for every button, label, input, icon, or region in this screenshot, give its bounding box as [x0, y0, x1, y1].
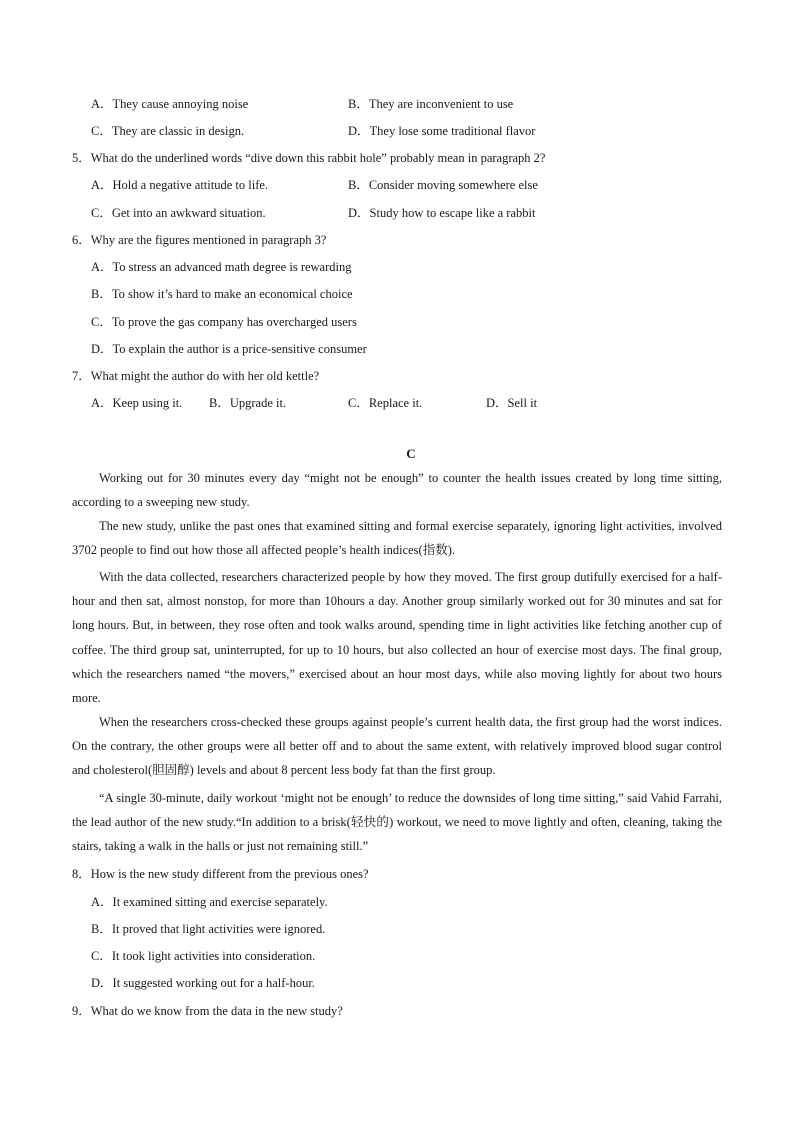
passage-paragraph-4: When the researchers cross-checked these groups against people’s current health data, the first group had the worst indices. On the contrary, the other groups were all better off and to about the same extent, with relatively improved blood sugar control and cholesterol(胆固醇) levels and about 8 percent less body fat than the first group.	[72, 715, 722, 778]
passage-paragraph-3: With the data collected, researchers characterized people by how they moved. The first group dutifully exercised for a half-hour and then sat, almost nonstop, for more than 10hours a day. Another group similarly worked out for 30 minutes and sat for long hours. But, in between, they rose often and took walks around, spending time in light activities like fetching another cup of coffee. The third group sat, uninterrupted, for up to 10 hours, but also collected an hour of exercise most days. The final group, which the researchers named “the movers,” exercised about an hour most days, while also moving lightly for about two hours more.	[72, 570, 722, 706]
q8-option-c: C．It took light activities into consideration.	[91, 949, 316, 963]
q5-option-d: D．Study how to escape like a rabbit	[348, 206, 536, 220]
q8-option-b: B．It proved that light activities were ignored.	[91, 922, 326, 936]
q5-option-c: C．Get into an awkward situation.	[91, 206, 266, 220]
q6-option-a: A．To stress an advanced math degree is rewarding	[91, 260, 352, 274]
section-heading: C	[406, 446, 416, 461]
q4-option-b: B．They are inconvenient to use	[348, 97, 514, 111]
q8-option-a: A．It examined sitting and exercise separately.	[91, 895, 328, 909]
q8-option-d: D．It suggested working out for a half-hour.	[91, 976, 315, 990]
q7-option-b: B．Upgrade it.	[209, 396, 287, 410]
q7-stem: 7．What might the author do with her old kettle?	[72, 369, 320, 383]
q6-option-c: C．To prove the gas company has overcharged users	[91, 315, 357, 329]
q5-stem: 5．What do the underlined words “dive down this rabbit hole” probably mean in paragraph 2?	[72, 151, 546, 165]
q4-option-d: D．They lose some traditional flavor	[348, 124, 536, 138]
passage-paragraph-1: Working out for 30 minutes every day “might not be enough” to counter the health issues created by long time sitting, according to a sweeping new study.	[72, 471, 722, 510]
q4-option-c: C．They are classic in design.	[91, 124, 245, 138]
q6-option-d: D．To explain the author is a price-sensitive consumer	[91, 342, 367, 356]
q5-option-b: B．Consider moving somewhere else	[348, 178, 538, 192]
q7-option-a: A．Keep using it.	[91, 396, 183, 410]
q6-option-b: B．To show it’s hard to make an economical choice	[91, 287, 353, 301]
q4-option-a: A．They cause annoying noise	[91, 97, 249, 111]
q9-stem: 9．What do we know from the data in the new study?	[72, 1004, 343, 1018]
passage-paragraph-5: “A single 30-minute, daily workout ‘might not be enough’ to reduce the downsides of long time sitting,” said Vahid Farrahi, the lead author of the new study.“In addition to a brisk(轻快的) workout, we need to move lightly and often, cleaning, taking the stairs, taking a walk in the halls or just not remaining still.”	[72, 791, 722, 854]
q7-option-d: D．Sell it	[486, 396, 538, 410]
q8-stem: 8．How is the new study different from the previous ones?	[72, 867, 369, 881]
q7-option-c: C．Replace it.	[348, 396, 423, 410]
passage-paragraph-2: The new study, unlike the past ones that examined sitting and formal exercise separately, ignoring light activities, involved 3702 people to find out how those all affected people’s health indices(指数).	[72, 519, 722, 558]
q5-option-a: A．Hold a negative attitude to life.	[91, 178, 269, 192]
q6-stem: 6．Why are the figures mentioned in paragraph 3?	[72, 233, 327, 247]
